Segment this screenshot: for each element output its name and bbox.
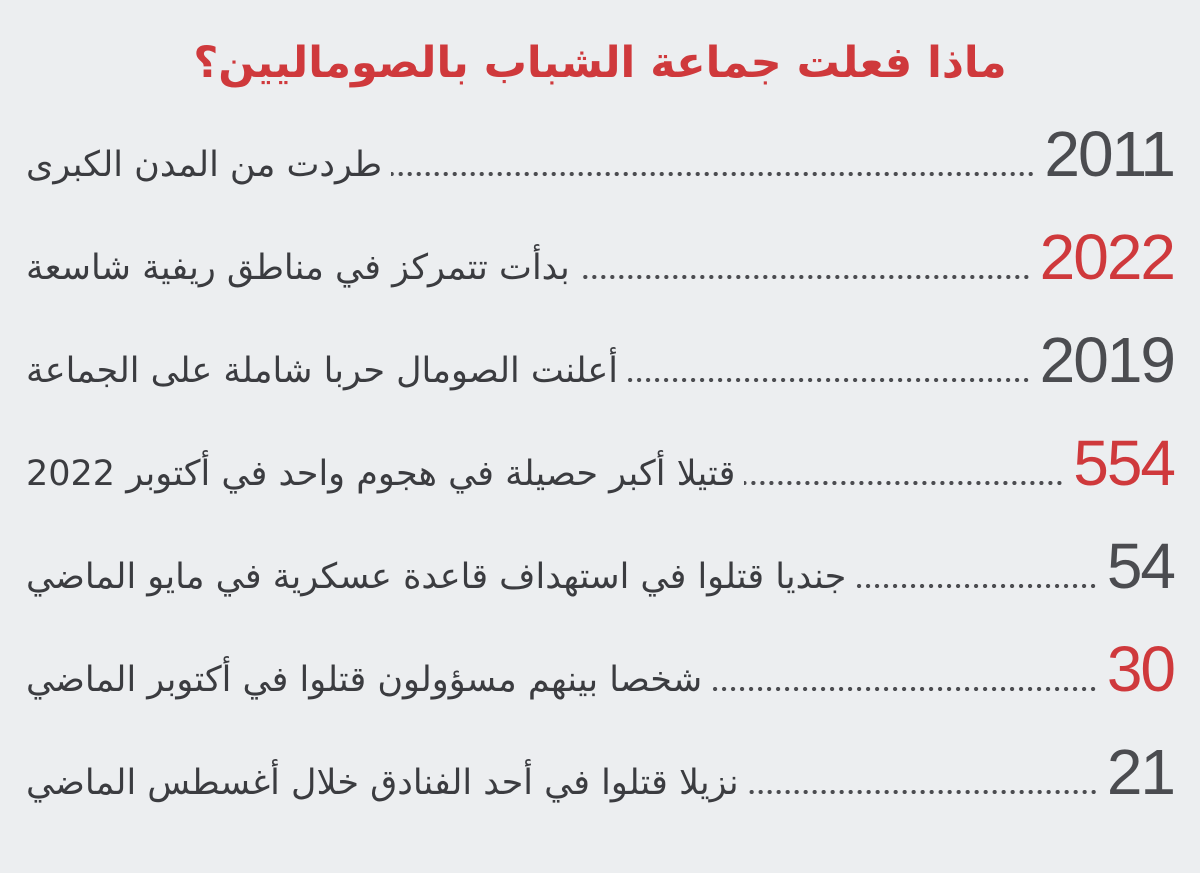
stat-label: طردت من المدن الكبرى <box>26 145 383 185</box>
dotted-leader <box>748 790 1098 794</box>
stat-value: 554 <box>1073 427 1174 499</box>
stat-value: 21 <box>1106 736 1174 808</box>
stat-value: 2022 <box>1039 221 1174 293</box>
stat-row-2019 <box>26 314 1174 417</box>
stat-label: جنديا قتلوا في استهداف قاعدة عسكرية في مايو الماضي <box>26 557 847 597</box>
stat-row-54 <box>26 520 1174 623</box>
stat-row-2022 <box>26 211 1174 314</box>
dotted-leader <box>744 481 1064 485</box>
stat-label: أعلنت الصومال حربا شاملة على الجماعة <box>26 351 619 391</box>
stat-value: 2019 <box>1039 324 1174 396</box>
stat-label: قتيلا أكبر حصيلة في هجوم واحد في أكتوبر 2022 <box>26 454 736 494</box>
dotted-leader <box>579 275 1031 279</box>
dotted-leader <box>855 584 1098 588</box>
stat-value: 54 <box>1106 530 1174 602</box>
stat-label: نزيلا قتلوا في أحد الفنادق خلال أغسطس الماضي <box>26 763 739 803</box>
stat-value: 2011 <box>1044 118 1174 190</box>
stat-row-30 <box>26 623 1174 726</box>
stat-row-554 <box>26 417 1174 520</box>
dotted-leader <box>711 687 1098 691</box>
stat-row-21 <box>26 726 1174 829</box>
page-title: ماذا فعلت جماعة الشباب بالصوماليين؟ <box>193 38 1007 88</box>
stat-row-2011 <box>26 108 1174 211</box>
stat-label: بدأت تتمركز في مناطق ريفية شاسعة <box>26 248 570 288</box>
stat-value: 30 <box>1106 633 1174 705</box>
dotted-leader <box>391 172 1035 176</box>
dotted-leader <box>627 378 1031 382</box>
stats-list <box>26 108 1174 829</box>
stat-label: شخصا بينهم مسؤولون قتلوا في أكتوبر الماضي <box>26 660 703 700</box>
